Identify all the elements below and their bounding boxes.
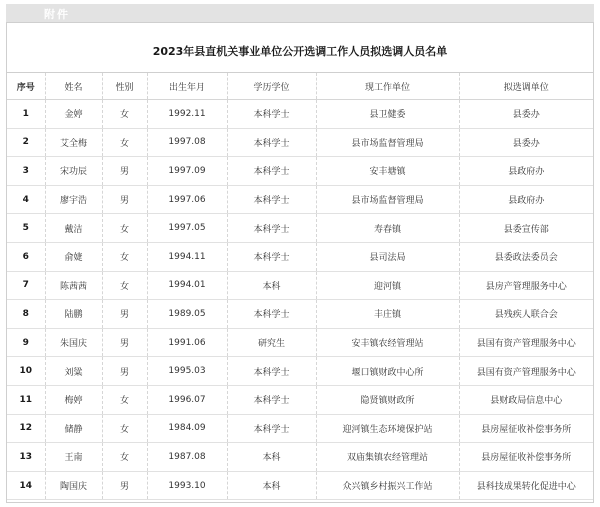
cell-education: 本科学士 [227,128,316,157]
table-row [7,214,593,243]
cell-target-unit: 县国有资产管理服务中心 [476,339,576,350]
cell-target-unit: 县房屋征收补偿事务所 [481,453,572,464]
table-row [7,300,593,329]
cell-target-unit: 县委政法委员会 [494,253,558,264]
cell-birth: 1991.06 [147,328,227,357]
cell-birth: 1997.08 [147,128,227,157]
cell-education: 本科学士 [227,385,316,414]
attachment-label: 附件 [44,8,70,21]
cell-target-unit: 县残疾人联合会 [494,310,558,321]
cell-name: 王南 [45,443,102,472]
table-row [7,357,593,386]
cell-name: 金婷 [45,100,102,129]
cell-index: 6 [7,242,45,271]
cell-target-unit: 县委办 [512,138,540,149]
cell-birth: 1987.08 [147,443,227,472]
cell-education: 本科 [227,443,316,472]
cell-education: 本科学士 [227,357,316,386]
cell-education: 本科学士 [227,100,316,129]
cell-target-unit: 县委办 [512,110,540,121]
cell-education: 本科学士 [227,300,316,329]
cell-name: 陶国庆 [45,471,102,500]
cell-name: 廖宇浩 [45,185,102,214]
cell-gender: 女 [102,271,147,300]
cell-birth: 1997.06 [147,185,227,214]
cell-name: 戴洁 [45,214,102,243]
table-row [7,242,593,271]
cell-current-unit: 堰口镇财政中心所 [316,357,459,386]
cell-current-unit: 县市场监督管理局 [316,185,459,214]
cell-birth: 1997.05 [147,214,227,243]
cell-index: 13 [7,443,45,472]
cell-target-unit: 县科技成果转化促进中心 [476,482,576,493]
table-row [7,271,593,300]
cell-current-unit: 安丰镇农经管理站 [316,328,459,357]
cell-name: 梅婷 [45,385,102,414]
cell-index: 12 [7,414,45,443]
cell-current-unit: 安丰塘镇 [316,157,459,186]
cell-index: 8 [7,300,45,329]
cell-target-unit: 县房屋征收补偿事务所 [481,424,572,435]
table-header-row [7,73,593,100]
header-name: 姓名 [45,73,102,100]
table-row [7,328,593,357]
cell-gender: 女 [102,100,147,129]
cell-gender: 女 [102,128,147,157]
cell-education: 本科学士 [227,414,316,443]
cell-index: 1 [7,100,45,129]
cell-gender: 女 [102,443,147,472]
cell-gender: 男 [102,471,147,500]
cell-name: 储静 [45,414,102,443]
table-row [7,100,593,129]
table-row [7,471,593,500]
cell-birth: 1989.05 [147,300,227,329]
cell-index: 3 [7,157,45,186]
cell-education: 本科 [227,471,316,500]
header-index: 序号 [7,73,45,100]
cell-current-unit: 众兴镇乡村振兴工作站 [316,471,459,500]
cell-birth: 1993.10 [147,471,227,500]
header-birth: 出生年月 [147,73,227,100]
cell-index: 5 [7,214,45,243]
cell-current-unit: 隐贤镇财政所 [316,385,459,414]
cell-name: 陆鹏 [45,300,102,329]
cell-index: 14 [7,471,45,500]
cell-name: 俞婕 [45,242,102,271]
table-row [7,414,593,443]
header-target-unit: 拟选调单位 [459,73,593,100]
table-row [7,128,593,157]
cell-current-unit: 双庙集镇农经管理站 [316,443,459,472]
document-title: 2023年县直机关事业单位公开选调工作人员拟选调人员名单 [152,45,448,58]
cell-education: 本科学士 [227,185,316,214]
cell-current-unit: 寿春镇 [316,214,459,243]
cell-current-unit: 县市场监督管理局 [316,128,459,157]
table-row [7,157,593,186]
cell-education: 本科学士 [227,214,316,243]
cell-current-unit: 迎河镇生态环境保护站 [316,414,459,443]
cell-name: 朱国庆 [45,328,102,357]
cell-gender: 女 [102,214,147,243]
cell-name: 艾全梅 [45,128,102,157]
cell-current-unit: 县司法局 [316,242,459,271]
cell-education: 研究生 [227,328,316,357]
cell-index: 10 [7,357,45,386]
cell-gender: 女 [102,242,147,271]
cell-birth: 1995.03 [147,357,227,386]
cell-current-unit: 丰庄镇 [316,300,459,329]
cell-target-unit: 县政府办 [508,196,545,207]
header-gender: 性别 [102,73,147,100]
cell-index: 9 [7,328,45,357]
table-row [7,185,593,214]
cell-target-unit: 县财政局信息中心 [490,396,563,407]
cell-education: 本科学士 [227,242,316,271]
cell-education: 本科学士 [227,157,316,186]
cell-gender: 男 [102,300,147,329]
cell-birth: 1994.11 [147,242,227,271]
header-current-unit: 现工作单位 [316,73,459,100]
cell-target-unit: 县房产管理服务中心 [485,281,567,292]
cell-current-unit: 迎河镇 [316,271,459,300]
cell-birth: 1994.01 [147,271,227,300]
table-row [7,443,593,472]
cell-index: 7 [7,271,45,300]
cell-target-unit: 县政府办 [508,167,545,178]
cell-gender: 男 [102,185,147,214]
cell-index: 11 [7,385,45,414]
header-education: 学历学位 [227,73,316,100]
attachment-header-bar [6,4,594,22]
cell-birth: 1992.11 [147,100,227,129]
cell-gender: 女 [102,385,147,414]
cell-gender: 男 [102,357,147,386]
table-row [7,385,593,414]
cell-target-unit: 县国有资产管理服务中心 [476,367,576,378]
cell-gender: 女 [102,414,147,443]
personnel-table [7,72,593,500]
cell-target-unit: 县委宣传部 [503,224,549,235]
cell-current-unit: 县卫健委 [316,100,459,129]
cell-birth: 1996.07 [147,385,227,414]
cell-index: 2 [7,128,45,157]
cell-index: 4 [7,185,45,214]
cell-birth: 1984.09 [147,414,227,443]
cell-gender: 男 [102,157,147,186]
cell-name: 陈茜茜 [45,271,102,300]
cell-birth: 1997.09 [147,157,227,186]
cell-gender: 男 [102,328,147,357]
cell-name: 宋功辰 [45,157,102,186]
cell-name: 刘粱 [45,357,102,386]
table-body [7,100,593,500]
cell-education: 本科 [227,271,316,300]
